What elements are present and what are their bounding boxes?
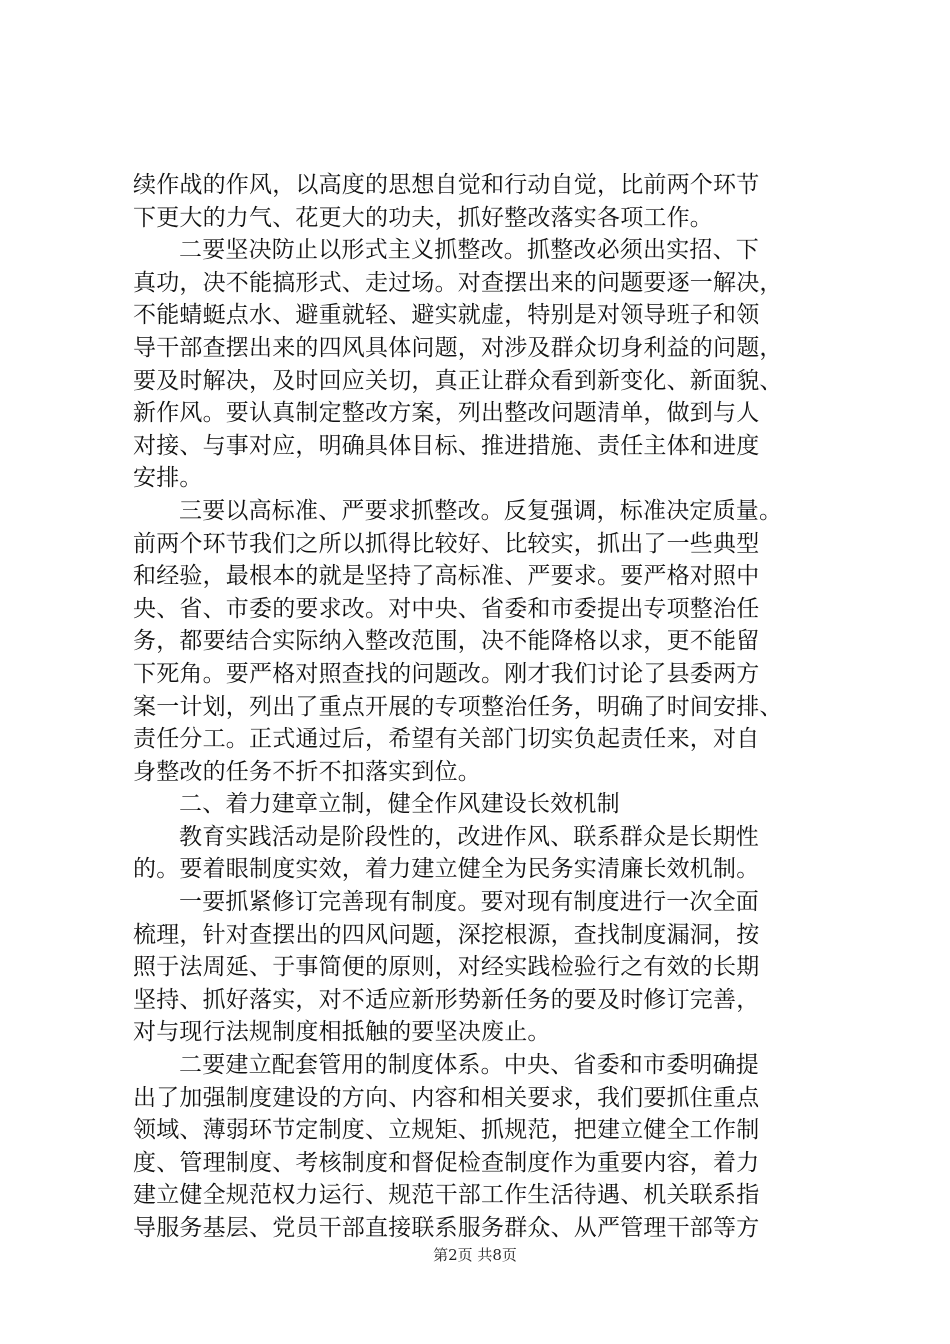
- text-line: 导服务基层、党员干部直接联系服务群众、从严管理干部等方: [133, 1215, 760, 1241]
- text-line: 领域、薄弱环节定制度、立规矩、抓规范，把建立健全工作制: [133, 1117, 760, 1144]
- text-line: 二要坚决防止以形式主义抓整改。抓整改必须出实招、下: [179, 237, 759, 264]
- text-line: 建立健全规范权力运行、规范干部工作生活待遇、机关联系指: [133, 1182, 760, 1209]
- text-line: 案一计划，列出了重点开展的专项整治任务，明确了时间安排、: [133, 693, 783, 720]
- text-line: 下更大的力气、花更大的功夫，抓好整改落实各项工作。: [133, 204, 713, 231]
- text-line: 不能蜻蜓点水、避重就轻、避实就虚，特别是对领导班子和领: [133, 302, 760, 329]
- text-line: 梳理，针对查摆出的四风问题，深挖根源，查找制度漏洞，按: [133, 921, 760, 948]
- document-body: [133, 169, 823, 1245]
- text-line: 责任分工。正式通过后，希望有关部门切实负起责任来，对自: [133, 726, 760, 753]
- text-line: 身整改的任务不折不扣落实到位。: [133, 758, 481, 785]
- text-line: 前两个环节我们之所以抓得比较好、比较实，抓出了一些典型: [133, 530, 760, 557]
- text-line: 教育实践活动是阶段性的，改进作风、联系群众是长期性: [179, 823, 759, 850]
- text-line: 坚持、抓好落实，对不适应新形势新任务的要及时修订完善，: [133, 986, 760, 1013]
- text-line: 下死角。要严格对照查找的问题改。刚才我们讨论了县委两方: [133, 660, 760, 687]
- text-line: 的。要着眼制度实效，着力建立健全为民务实清廉长效机制。: [133, 856, 760, 883]
- text-line: 二、着力建章立制，健全作风建设长效机制: [179, 791, 620, 818]
- text-line: 导干部查摆出来的四风具体问题，对涉及群众切身利益的问题，: [133, 334, 783, 361]
- text-line: 对与现行法规制度相抵触的要坚决废止。: [133, 1019, 551, 1046]
- text-line: 新作风。要认真制定整改方案，列出整改问题清单，做到与人: [133, 400, 760, 427]
- text-line: 务，都要结合实际纳入整改范围，决不能降格以求，更不能留: [133, 628, 760, 655]
- text-line: 央、省、市委的要求改。对中央、省委和市委提出专项整治任: [133, 595, 760, 622]
- text-line: 二要建立配套管用的制度体系。中央、省委和市委明确提: [179, 1052, 759, 1079]
- page-footer: 第2页 共8页: [433, 1246, 517, 1264]
- text-line: 照于法周延、于事简便的原则，对经实践检验行之有效的长期: [133, 954, 760, 981]
- text-line: 续作战的作风，以高度的思想自觉和行动自觉，比前两个环节: [133, 172, 760, 198]
- text-line: 要及时解决，及时回应关切，真正让群众看到新变化、新面貌、: [133, 367, 783, 394]
- text-line: 安排。: [133, 465, 203, 492]
- text-line: 对接、与事对应，明确具体目标、推进措施、责任主体和进度: [133, 432, 760, 459]
- text-line: 真功，决不能搞形式、走过场。对查摆出来的问题要逐一解决，: [133, 269, 783, 296]
- text-line: 出了加强制度建设的方向、内容和相关要求，我们要抓住重点: [133, 1084, 760, 1111]
- text-line: 三要以高标准、严要求抓整改。反复强调，标准决定质量。: [179, 497, 783, 524]
- text-line: 一要抓紧修订完善现有制度。要对现有制度进行一次全面: [179, 889, 759, 916]
- text-line: 和经验，最根本的就是坚持了高标准、严要求。要严格对照中: [133, 563, 760, 590]
- text-line: 度、管理制度、考核制度和督促检查制度作为重要内容，着力: [133, 1149, 760, 1176]
